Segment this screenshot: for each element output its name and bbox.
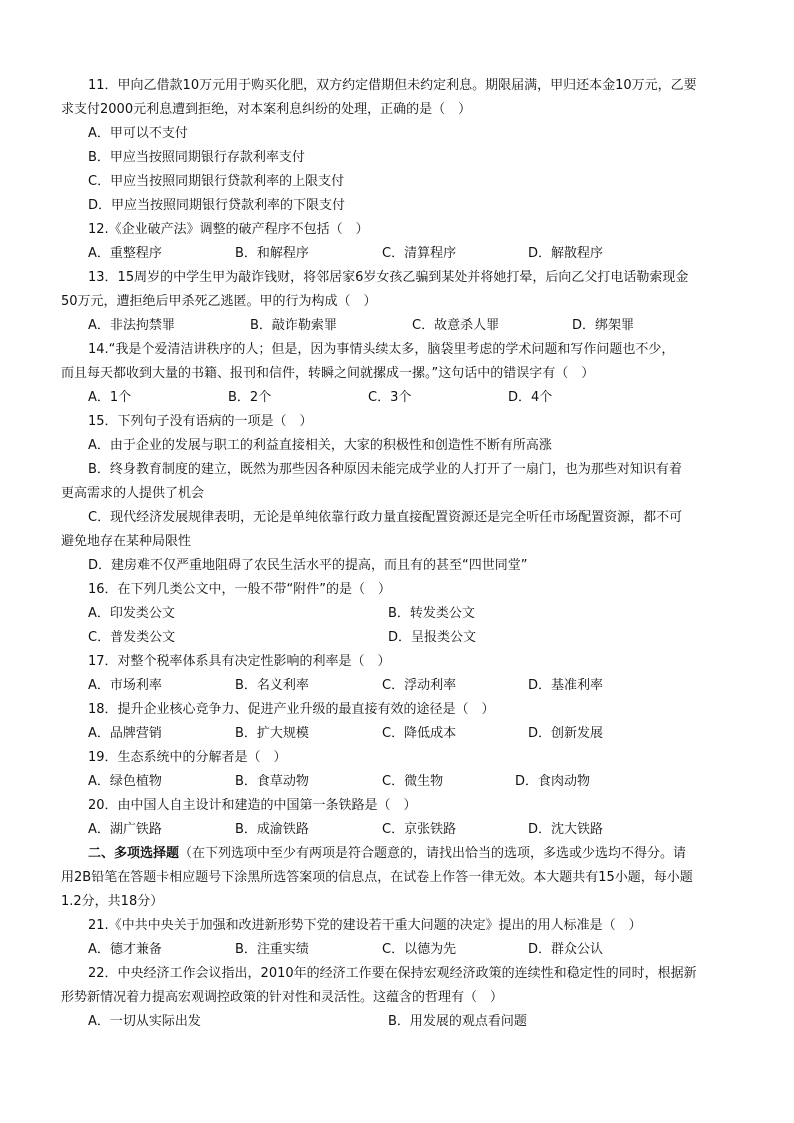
question-17-option-c: C．浮动利率 bbox=[382, 678, 457, 693]
question-16-options-row-1 bbox=[0, 602, 794, 626]
question-13-option-d: D．绑架罪 bbox=[572, 318, 635, 333]
question-15-option-b-line-1: B．终身教育制度的建立，既然为那些因各种原因未能完成学业的人打开了一扇门，也为那些对知识有着 bbox=[88, 462, 682, 477]
question-17-option-b: B．名义利率 bbox=[235, 678, 309, 693]
question-13-option-b: B．敲诈勒索罪 bbox=[250, 318, 337, 333]
question-16-option-a: A．印发类公文 bbox=[88, 606, 175, 621]
question-17-options bbox=[0, 674, 794, 698]
question-13-stem-line-2: 50万元，遭拒绝后甲杀死乙逃匿。甲的行为构成（ ） bbox=[61, 294, 377, 309]
question-15-option-a: A．由于企业的发展与职工的利益直接相关，大家的积极性和创造性不断有所高涨 bbox=[88, 438, 552, 453]
question-17-option-a: A．市场利率 bbox=[88, 678, 162, 693]
question-11-stem-line-2: 求支付2000元利息遭到拒绝，对本案利息纠纷的处理，正确的是（ ） bbox=[61, 102, 472, 117]
question-15-stem: 15．下列句子没有语病的一项是（ ） bbox=[88, 414, 313, 429]
question-20-option-b: B．成渝铁路 bbox=[235, 822, 309, 837]
question-21-option-d: D．群众公认 bbox=[528, 942, 604, 957]
question-22-options bbox=[0, 1010, 794, 1034]
question-18-stem: 18．提升企业核心竞争力、促进产业升级的最直接有效的途径是（ ） bbox=[88, 702, 495, 717]
question-13-options bbox=[0, 314, 794, 338]
question-14-options bbox=[0, 386, 794, 410]
question-12-option-b: B．和解程序 bbox=[235, 246, 309, 261]
question-16-option-b: B．转发类公文 bbox=[388, 606, 475, 621]
question-11-option-a: A．甲可以不支付 bbox=[88, 126, 188, 141]
question-18-option-a: A．品牌营销 bbox=[88, 726, 162, 741]
question-17-stem: 17．对整个税率体系具有决定性影响的利率是（ ） bbox=[88, 654, 391, 669]
question-19-options bbox=[0, 770, 794, 794]
question-20-option-c: C．京张铁路 bbox=[382, 822, 457, 837]
question-11-option-b: B．甲应当按照同期银行存款利率支付 bbox=[88, 150, 305, 165]
question-14-option-b: B．2个 bbox=[228, 390, 272, 405]
question-22-stem-line-1: 22．中央经济工作会议指出，2010年的经济工作要在保持宏观经济政策的连续性和稳定性的同时，根据新 bbox=[88, 966, 697, 981]
question-20-options bbox=[0, 818, 794, 842]
question-20-option-d: D．沈大铁路 bbox=[528, 822, 604, 837]
question-21-stem: 21.《中共中央关于加强和改进新形势下党的建设若干重大问题的决定》提出的用人标准是（ ） bbox=[88, 918, 642, 933]
question-17-option-d: D．基准利率 bbox=[528, 678, 604, 693]
question-11-option-c: C．甲应当按照同期银行贷款利率的上限支付 bbox=[88, 174, 345, 189]
question-14-option-c: C．3个 bbox=[368, 390, 412, 405]
question-13-stem-line-1: 13．15周岁的中学生甲为敲诈钱财，将邻居家6岁女孩乙骗到某处并将她打晕，后向乙父打电话勒索现金 bbox=[88, 270, 689, 285]
question-21-option-a: A．德才兼备 bbox=[88, 942, 162, 957]
question-12-option-a: A．重整程序 bbox=[88, 246, 162, 261]
question-12-options bbox=[0, 242, 794, 266]
question-19-stem: 19．生态系统中的分解者是（ ） bbox=[88, 750, 287, 765]
question-19-option-b: B．食草动物 bbox=[235, 774, 309, 789]
question-13-option-a: A．非法拘禁罪 bbox=[88, 318, 175, 333]
question-16-options-row-2 bbox=[0, 626, 794, 650]
question-16-option-d: D．呈报类公文 bbox=[388, 630, 477, 645]
question-14-option-d: D．4个 bbox=[508, 390, 553, 405]
question-19-option-d: D．食肉动物 bbox=[515, 774, 591, 789]
question-22-option-b: B．用发展的观点看问题 bbox=[388, 1014, 527, 1029]
question-20-stem: 20．由中国人自主设计和建造的中国第一条铁路是（ ） bbox=[88, 798, 417, 813]
question-21-options bbox=[0, 938, 794, 962]
question-18-option-c: C．降低成本 bbox=[382, 726, 457, 741]
question-21-option-b: B．注重实绩 bbox=[235, 942, 309, 957]
question-12-option-c: C．清算程序 bbox=[382, 246, 457, 261]
question-11-option-d: D．甲应当按照同期银行贷款利率的下限支付 bbox=[88, 198, 346, 213]
question-14-option-a: A．1个 bbox=[88, 390, 132, 405]
section-2-instructions-line-1 bbox=[0, 842, 794, 866]
question-14-stem-line-1: 14.“我是个爱清洁讲秩序的人；但是，因为事情头续太多，脑袋里考虑的学术问题和写作问题也不少， bbox=[88, 342, 675, 357]
question-12-option-d: D．解散程序 bbox=[528, 246, 604, 261]
question-12-stem: 12.《企业破产法》调整的破产程序不包括（ ） bbox=[88, 222, 369, 237]
question-13-option-c: C．故意杀人罪 bbox=[412, 318, 500, 333]
question-16-option-c: C．普发类公文 bbox=[88, 630, 176, 645]
question-14-stem-line-2: 而且每天都收到大量的书籍、报刊和信件，转瞬之间就摞成一摞。”这句话中的错误字有（ ） bbox=[61, 366, 595, 381]
question-19-option-c: C．微生物 bbox=[382, 774, 444, 789]
question-22-stem-line-2: 形势新情况着力提高宏观调控政策的针对性和灵活性。这蕴含的哲理有（ ） bbox=[61, 990, 504, 1005]
section-2-heading: 二、多项选择题 bbox=[88, 846, 180, 861]
question-18-options bbox=[0, 722, 794, 746]
question-15-option-b-line-2: 更高需求的人提供了机会 bbox=[61, 486, 205, 501]
question-18-option-d: D．创新发展 bbox=[528, 726, 604, 741]
question-21-option-c: C．以德为先 bbox=[382, 942, 457, 957]
question-20-option-a: A．湖广铁路 bbox=[88, 822, 162, 837]
question-19-option-a: A．绿色植物 bbox=[88, 774, 162, 789]
question-15-option-c-line-2: 避免地存在某种局限性 bbox=[61, 534, 192, 549]
question-11-stem-line-1: 11．甲向乙借款10万元用于购买化肥，双方约定借期但未约定利息。期限届满，甲归还本金10万元，乙要 bbox=[88, 78, 697, 93]
question-15-option-c-line-1: C．现代经济发展规律表明，无论是单纯依靠行政力量直接配置资源还是完全听任市场配置资源，都不可 bbox=[88, 510, 683, 525]
question-15-option-d: D．建房难不仅严重地阻碍了农民生活水平的提高，而且有的甚至“四世同堂” bbox=[88, 558, 528, 573]
section-2-instructions-line-2: 用2B铅笔在答题卡相应题号下涂黑所选答案项的信息点，在试卷上作答一律无效。本大题共有15小题，每小题 bbox=[61, 870, 693, 885]
question-18-option-b: B．扩大规模 bbox=[235, 726, 309, 741]
section-2-instructions-1: （在下列选项中至少有两项是符合题意的，请找出恰当的选项，多选或少选均不得分。请 bbox=[179, 846, 687, 861]
question-22-option-a: A．一切从实际出发 bbox=[88, 1014, 201, 1029]
section-2-instructions-line-3: 1.2分，共18分） bbox=[61, 894, 164, 909]
question-16-stem: 16．在下列几类公文中，一般不带“附件”的是（ ） bbox=[88, 582, 392, 597]
